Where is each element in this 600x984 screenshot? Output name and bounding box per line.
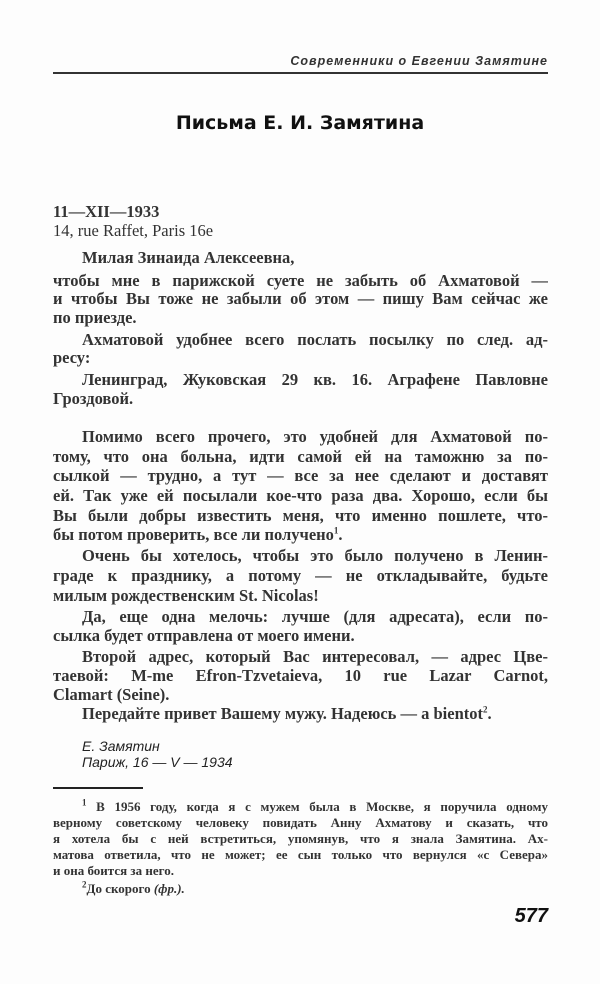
- text-line: Помимо всего прочего, это удобней для Ахматовой по-: [82, 427, 548, 446]
- text-line: Гроздовой.: [53, 389, 134, 408]
- signature-place-date: Париж, 16 — V — 1934: [82, 754, 233, 770]
- text-line: и чтобы Вы тоже не забыли об этом — пишу Вам сейчас же: [53, 289, 548, 308]
- text-line: Вы были добры известить меня, что именно пошлете, что-: [53, 506, 548, 525]
- text-line-content: бы потом проверить, все ли получено: [53, 525, 334, 544]
- text-line: чтобы мне в парижской суете не забыть об Ахматовой —: [53, 271, 548, 290]
- text-line: граде к празднику, а потому — не откладывайте, будьте: [53, 566, 548, 585]
- letter-greeting: Милая Зинаида Алексеевна,: [82, 248, 295, 267]
- text-line: сылкой — трудно, а тут — все за нее сделают и доставят: [53, 466, 548, 485]
- text-line: милым рождественским St. Nicolas!: [53, 586, 319, 605]
- footnote-line: верному советскому человеку повидать Анну Ахматову и сказать, что: [53, 815, 548, 830]
- text-line: сылка будет отправлена от моего имени.: [53, 626, 355, 645]
- text-line: таевой: M-me Efron-Tzvetaieva, 10 rue Lazar Carnot,: [53, 666, 548, 685]
- text-line-content: Передайте привет Вашему мужу. Надеюсь — a bientot: [82, 704, 483, 723]
- text-line: ресу:: [53, 348, 91, 367]
- footnote-rule: [53, 787, 143, 789]
- running-header: Современники о Евгении Замятине: [290, 54, 548, 68]
- text-line: Второй адрес, который Вас интересовал, — адрес Цве-: [82, 647, 548, 666]
- text-line: бы потом проверить, все ли получено$^1$.: [53, 525, 343, 544]
- footnote-ref-1[interactable]: 1: [333, 525, 339, 536]
- footnote-2-text: До скорого: [86, 881, 151, 896]
- footnote-ref-2[interactable]: 2: [483, 704, 488, 715]
- footnote-line: [53, 799, 548, 815]
- footnote-line: матова ответила, что не может; ее сын только что вернулся «с Севера»: [53, 847, 548, 862]
- page-number: 577: [514, 905, 548, 927]
- text-line: Ленинград, Жуковская 29 кв. 16. Аграфене Павловне: [82, 370, 548, 389]
- text-line: Да, еще одна мелочь: лучше (для адресата), если по-: [82, 607, 548, 626]
- text-line: ей. Так уже ей посылали кое-что раза два. Хорошо, если бы: [53, 486, 548, 505]
- footnote-text: В 1956 году, когда я с мужем была в Москве, я поручила одному: [96, 799, 548, 814]
- footnote-line: и она боится за него.: [53, 863, 174, 878]
- text-line: тому, что она больна, идти самой ей на таможню за по-: [53, 447, 548, 466]
- text-line: Очень бы хотелось, чтобы это было получено в Ленин-: [82, 546, 548, 565]
- footnote-mark-2: 2: [82, 879, 87, 890]
- text-line: Ахматовой удобнее всего послать посылку по след. ад-: [82, 330, 548, 349]
- footnote-line: я хотела бы с ней встретиться, упомянув, что я знала Замятина. Ах-: [53, 831, 548, 846]
- text-line: по приезде.: [53, 308, 137, 327]
- page-title: Письма Е. И. Замятина: [175, 112, 425, 134]
- header-rule: [53, 72, 548, 74]
- footnote-2-italic: (фр.).: [153, 881, 185, 896]
- signature: Е. Замятин: [82, 738, 160, 754]
- footnote-mark-1: 1: [82, 799, 87, 808]
- footnote-2: [53, 881, 548, 897]
- text-line: Передайте привет Вашему мужу. Надеюсь — a bientot$^2$.: [82, 704, 492, 723]
- text-line: Clamart (Seine).: [53, 685, 170, 704]
- letter-address: 14, rue Raffet, Paris 16e: [53, 221, 214, 240]
- letter-date: 11—XII—1933: [53, 202, 160, 221]
